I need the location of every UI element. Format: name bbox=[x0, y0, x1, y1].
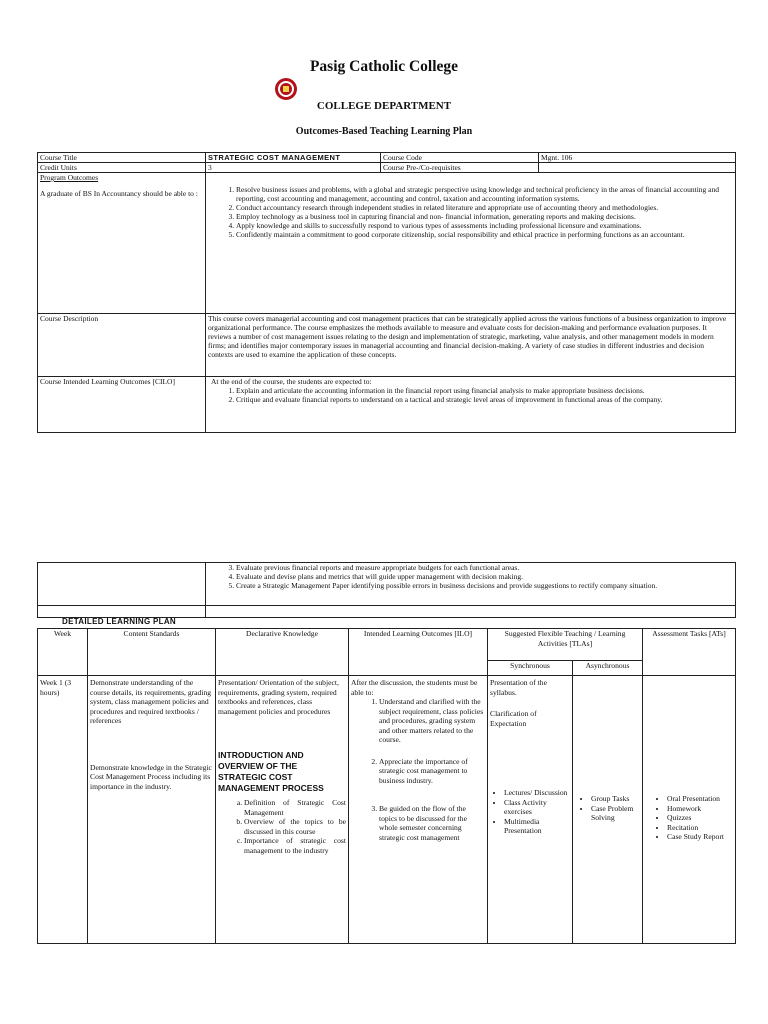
cilo-continued-table bbox=[37, 562, 736, 618]
declarative-item: b. Overview of the topics to be discussed in this course bbox=[244, 817, 346, 836]
ilo-item: 3. Be guided on the flow of the topics to be discussed for the whole semester concerning strategic cost management bbox=[379, 804, 485, 842]
content-standards-cell bbox=[88, 676, 216, 944]
cilo-item: 2. Critique and evaluate financial reports to understand on a tactical and strategic level areas of improvement in functional areas of the company. bbox=[236, 395, 731, 404]
async-list bbox=[575, 794, 640, 823]
cilo-label: Course Intended Learning Outcomes [CILO] bbox=[38, 377, 206, 433]
assessment-item: • Case Study Report bbox=[667, 832, 733, 842]
plan-title: Outcomes-Based Teaching Learning Plan bbox=[295, 126, 473, 137]
header-assessment: Assessment Tasks [ATs] bbox=[643, 629, 736, 676]
prereq-value bbox=[539, 163, 736, 173]
course-description: This course covers managerial accounting and cost management practices that can be strategically applied across the various functions of a business organization to improve organizational performance. The course emphasizes the methods available to measure and evaluate costs for decision-making and performance evaluation purposes. It reviews a number of cost management issues relating to the design and implementation of strategic, marketing, value analysis, and other management models in modern firms; and identifies major contemporary issues in managerial accounting and financial decision-making. A variety of case studies in different industries and decision contexts are used to examine the application of these concepts. bbox=[206, 314, 736, 377]
week-cell: Week 1 (3 hours) bbox=[38, 676, 88, 944]
assessment-item: • Quizzes bbox=[667, 813, 733, 823]
cilo-continued-label-cell bbox=[38, 563, 206, 606]
program-outcomes-list bbox=[208, 185, 729, 239]
declarative-list bbox=[218, 798, 346, 855]
header-asynchronous: Asynchronous bbox=[573, 661, 643, 676]
declarative-item: a. Definition of Strategic Cost Management bbox=[244, 798, 346, 817]
async-item: • Group Tasks bbox=[591, 794, 640, 804]
declarative-intro: INTRODUCTION AND OVERVIEW OF THE STRATEGIC COST MANAGEMENT PROCESS bbox=[218, 750, 324, 793]
sync-clarification: Clarification of Expectation bbox=[490, 709, 537, 728]
program-outcomes-cell bbox=[38, 173, 206, 314]
empty-cell bbox=[38, 606, 206, 618]
assessment-item: • Recitation bbox=[667, 823, 733, 833]
cilo-continued-list bbox=[208, 563, 733, 590]
ilo-intro: After the discussion, the students must be able to: bbox=[351, 678, 478, 697]
program-outcomes-label: Program Outcomes bbox=[40, 173, 99, 182]
program-outcome-item: 5. Confidently maintain a commitment to good corporate citizenship, social responsibility and ethical practice in performing functions as an accountant. bbox=[236, 230, 729, 239]
asynchronous-cell bbox=[573, 676, 643, 944]
header-synchronous: Synchronous bbox=[488, 661, 573, 676]
header-tla: Suggested Flexible Teaching / Learning Activities [TLAs] bbox=[488, 629, 643, 661]
empty-cell bbox=[206, 606, 736, 618]
graduate-statement: A graduate of BS In Accountancy should be able to : bbox=[40, 189, 198, 198]
content-standard-2: Demonstrate knowledge in the Strategic Cost Management Process including its importance in the industry. bbox=[90, 762, 212, 791]
header-content-standards: Content Standards bbox=[88, 629, 216, 676]
declarative-item: c. Importance of strategic cost management to the industry bbox=[244, 836, 346, 855]
program-outcomes-list-cell bbox=[206, 173, 736, 314]
course-code-value: Mgnt. 106 bbox=[539, 153, 736, 163]
ilo-list bbox=[351, 697, 485, 842]
cilo-list bbox=[208, 386, 733, 404]
cilo-item: 5. Create a Strategic Management Paper identifying possible errors in business decisions and provide suggestions to rectify company situation. bbox=[236, 581, 733, 590]
content-standard-1: Demonstrate understanding of the course details, its requirements, grading system, class management policies and procedures and required textbooks / references bbox=[90, 678, 212, 725]
declarative-1: Presentation/ Orientation of the subject, requirements, grading system, required textbooks and references, class management policies and procedures bbox=[218, 678, 339, 716]
department-title: COLLEGE DEPARTMENT bbox=[316, 100, 452, 112]
synchronous-cell bbox=[488, 676, 573, 944]
course-description-label: Course Description bbox=[38, 314, 206, 377]
sync-presentation: Presentation of the syllabus. bbox=[490, 678, 547, 697]
course-info-table bbox=[37, 152, 736, 433]
sync-item: • Class Activity exercises bbox=[504, 798, 570, 817]
course-code-label: Course Code bbox=[381, 153, 539, 163]
assessment-item: • Oral Presentation bbox=[667, 794, 733, 804]
sync-list bbox=[490, 788, 570, 836]
program-outcome-item: 1. Resolve business issues and problems, with a global and strategic perspective using knowledge and technical proficiency in the areas of financial accounting and reporting, cost accounting and management, accounting and control, taxation and accounting information systems. bbox=[236, 185, 729, 203]
detailed-learning-plan-title: DETAILED LEARNING PLAN bbox=[62, 617, 177, 626]
declarative-knowledge-cell bbox=[216, 676, 349, 944]
sync-item: • Lectures/ Discussion bbox=[504, 788, 570, 798]
assessment-cell bbox=[643, 676, 736, 944]
cilo-continued-cell bbox=[206, 563, 736, 606]
header-ilo: Intended Learning Outcomes [ILO] bbox=[349, 629, 488, 676]
header-week: Week bbox=[38, 629, 88, 676]
ilo-cell bbox=[349, 676, 488, 944]
program-outcome-item: 3. Employ technology as a business tool in capturing financial and non- financial information, generating reports and making decisions. bbox=[236, 212, 729, 221]
prereq-label: Course Pre-/Co-requisites bbox=[381, 163, 539, 173]
assessment-item: • Homework bbox=[667, 804, 733, 814]
assessment-list bbox=[645, 794, 733, 842]
credit-units-value: 3 bbox=[206, 163, 381, 173]
cilo-item: 1. Explain and articulate the accounting information in the financial report using financial analysis to make appropriate business decisions. bbox=[236, 386, 731, 395]
credit-units-label: Credit Units bbox=[38, 163, 206, 173]
course-title-label: Course Title bbox=[38, 153, 206, 163]
ilo-item: 2. Appreciate the importance of strategic cost management to business industry. bbox=[379, 757, 485, 786]
ilo-item: 1. Understand and clarified with the subject requirement, class policies and procedures, grading system and other matters related to the course. bbox=[379, 697, 485, 745]
program-outcome-item: 4. Apply knowledge and skills to successfully respond to various types of assessments including professional licensure and examinations. bbox=[236, 221, 729, 230]
cilo-cell bbox=[206, 377, 736, 433]
college-name: Pasig Catholic College bbox=[309, 58, 459, 75]
cilo-item: 4. Evaluate and devise plans and metrics that will guide upper management with decision making. bbox=[236, 572, 733, 581]
college-seal-icon bbox=[274, 77, 298, 101]
program-outcome-item: 2. Conduct accountancy research through independent studies in related literature and appropriate use of accounting theory and methodologies. bbox=[236, 203, 729, 212]
header-declarative-knowledge: Declarative Knowledge bbox=[216, 629, 349, 676]
learning-plan-table bbox=[37, 628, 736, 944]
cilo-item: 3. Evaluate previous financial reports and measure appropriate budgets for each functional areas. bbox=[236, 563, 733, 572]
sync-item: • Multimedia Presentation bbox=[504, 817, 570, 836]
course-title-value: STRATEGIC COST MANAGEMENT bbox=[206, 153, 381, 163]
async-item: • Case Problem Solving bbox=[591, 804, 640, 823]
cilo-intro: At the end of the course, the students are expected to: bbox=[211, 377, 372, 386]
